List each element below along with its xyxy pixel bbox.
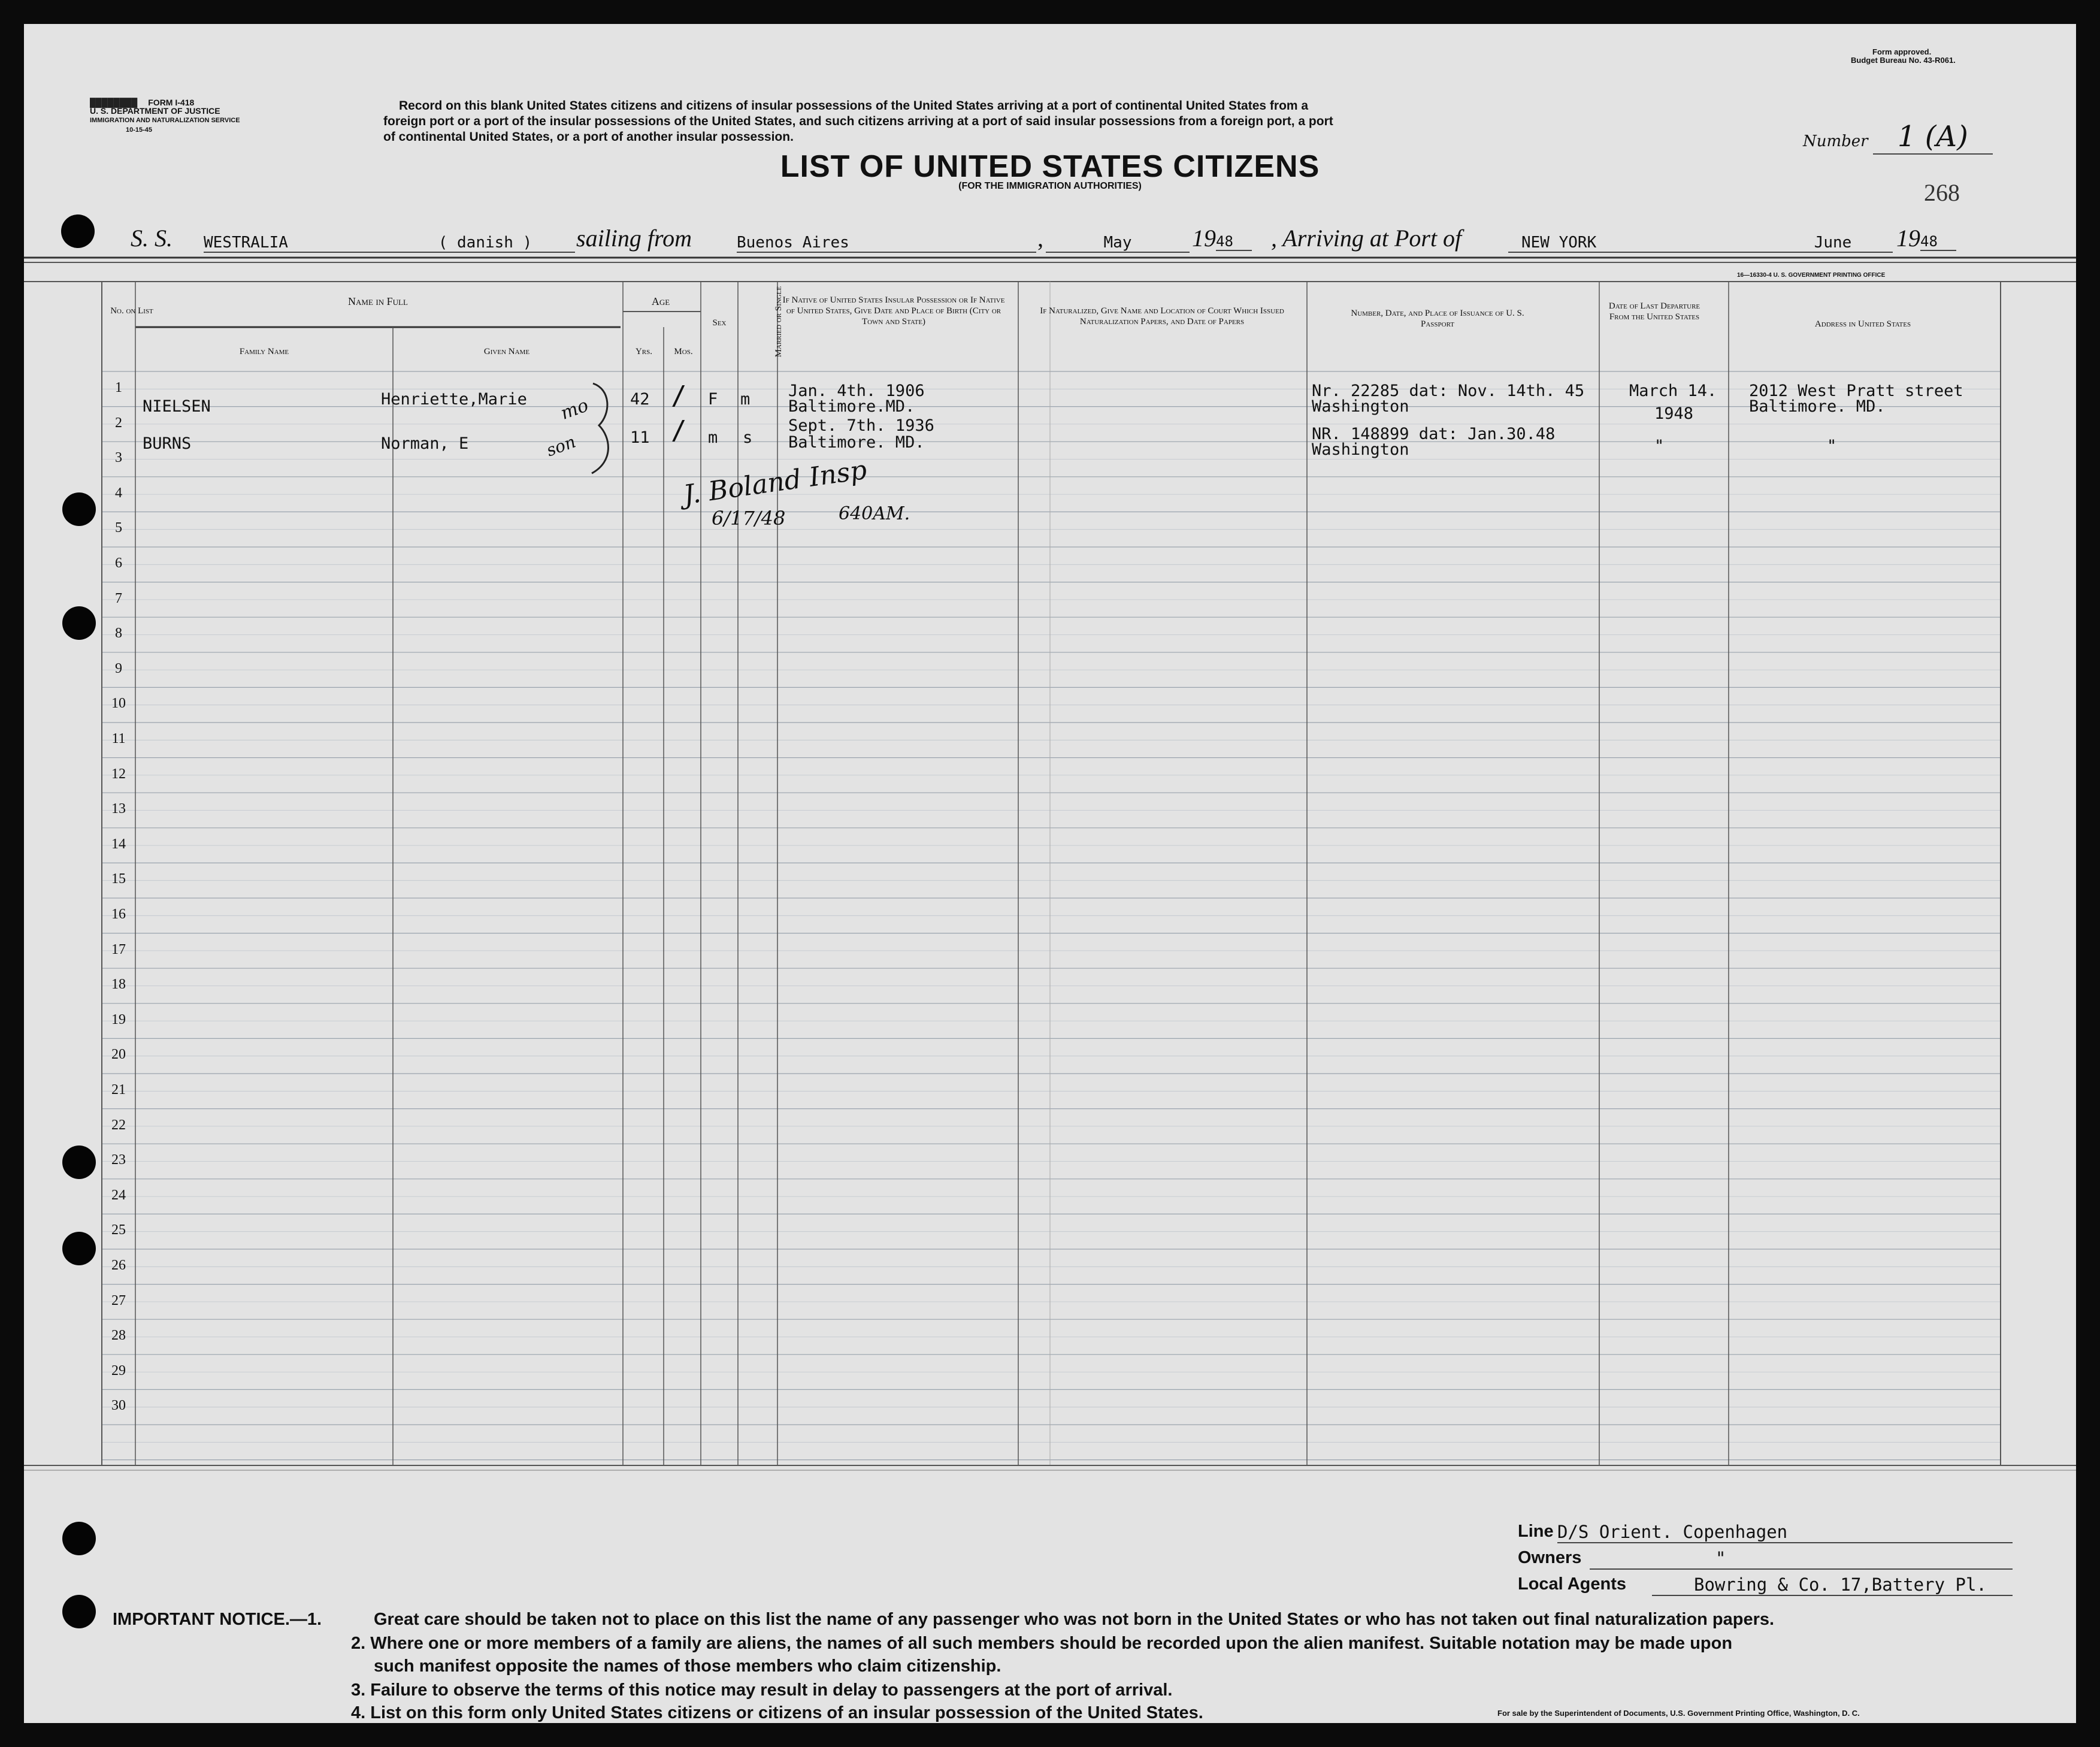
birth-place: Baltimore. MD. [788,433,925,452]
row-number: 13 [111,801,126,817]
arrival-month: June [1773,234,1893,253]
year-value: 48 [1216,233,1252,251]
inspection-date: 6/17/48 [712,507,786,530]
row-number: 9 [115,660,122,676]
instruction-line: foreign port or a port of the insular possessions of the United States, and such citizens arriving at a port of said insular possessions from a foreign port, a port [383,114,1333,128]
row-number: 22 [111,1117,126,1133]
bracket-mark [587,377,623,479]
instruction-line: Record on this blank United States citizens and citizens of insular possessions of the United States arriving at a port of continental United States from a [399,99,1309,113]
row-number: 3 [115,450,122,466]
given-name: Henriette,Marie [381,390,527,409]
header-no-on-list: No. on List [110,306,153,316]
from-port: Buenos Aires [737,234,1036,253]
row-number: 18 [111,977,126,993]
comma: , [1037,225,1043,252]
arriving-label: , Arriving at Port of [1271,225,1462,252]
notice-heading: IMPORTANT NOTICE.—1. [113,1610,322,1629]
row-number: 26 [111,1258,126,1273]
year-prefix: 19 [1896,225,1920,252]
row-number: 16 [111,906,126,922]
row-number: 29 [111,1362,126,1379]
row-number: 20 [111,1047,126,1063]
owners-label: Owners [1518,1548,1582,1567]
printing-note: For sale by the Superintendent of Documents, U.S. Government Printing Office, Washington, D. C. [1497,1709,1860,1718]
passport-place: Washington [1312,397,1409,416]
redacted-text: ████████ [90,98,138,107]
header-age: Age [651,295,670,307]
row-number: 15 [111,871,126,887]
sailing-month: May [1046,234,1190,253]
ship-name: WESTRALIA [204,234,395,253]
header-native: If Native of United States Insular Possession or If Native of United States, Give Date and Place of Birth (City or Town and State) [782,295,1005,327]
agents-value: Bowring & Co. 17,Battery Pl. [1652,1574,2013,1596]
manifest-table-grid [24,24,2076,1723]
address-city: Baltimore. MD. [1749,397,1886,416]
printer-code: 16—16330-4 U. S. GOVERNMENT PRINTING OFFICE [1737,272,1886,279]
relation-mother: mo [558,395,592,424]
year-prefix: 19 [1192,225,1216,252]
row-number: 11 [111,731,126,746]
header-sex: Sex [712,318,727,328]
sex: m [708,428,718,447]
number-value: 1 (A) [1873,120,1993,155]
row-number: 17 [111,941,126,957]
inspection-time: 640AM. [839,503,910,524]
age-years: 42 [630,390,650,409]
row-number: 28 [111,1328,126,1344]
form-label: FORM I-418 [148,98,195,107]
notice-item: 3. Failure to observe the terms of this notice may result in delay to passengers at the port of arrival. [351,1680,1173,1700]
agency-line: IMMIGRATION AND NATURALIZATION SERVICE [90,117,240,124]
age-months: / [671,380,687,411]
row-number: 24 [111,1187,126,1203]
page-title: LIST OF UNITED STATES CITIZENS [780,149,1320,184]
row-number: 30 [111,1398,126,1414]
relation-son: son [543,431,579,461]
departure-date: " [1654,437,1665,455]
manifest-sheet [24,24,2076,1723]
marital-status: s [743,428,753,447]
departure-year: 1948 [1654,404,1694,423]
family-name: BURNS [143,434,192,453]
row-number: 6 [115,555,122,571]
ss-label: S. S. [131,225,173,252]
number-label: Number [1803,132,1868,150]
passport-number: Nr. 22285 dat: Nov. 14th. 45 [1312,382,1585,400]
row-number: 21 [111,1082,126,1098]
arrival-port: NEW YORK [1508,234,1773,253]
passport-number: NR. 148899 dat: Jan.30.48 [1312,425,1556,443]
address-street: 2012 West Pratt street [1749,382,1963,400]
page-number: 268 [1924,179,1960,206]
birth-date: Jan. 4th. 1906 [788,382,925,400]
instruction-line: of continental United States, or a port of another insular possession. [383,130,794,144]
ship-flag: ( danish ) [395,234,575,253]
notice-item: 4. List on this form only United States citizens or citizens of an insular possession of the United States. [351,1703,1203,1722]
sailing-label: sailing from [576,225,692,252]
agency-line: U. S. DEPARTMENT OF JUSTICE [90,106,220,116]
line-label: Line [1518,1522,1554,1541]
sex: F [708,390,718,409]
row-number: 2 [115,415,122,431]
row-number: 8 [115,625,122,642]
agents-label: Local Agents [1518,1574,1627,1594]
notice-item: such manifest opposite the names of those members who claim citizenship. [374,1657,1001,1676]
page-subtitle: (FOR THE IMMIGRATION AUTHORITIES) [958,181,1142,191]
row-number: 5 [115,520,122,536]
header-age-mos: Mos. [674,347,693,356]
address: " [1827,437,1837,455]
given-name: Norman, E [381,434,469,453]
header-naturalized: If Naturalized, Give Name and Location of Court Which Issued Naturalization Papers, and Date of Papers [1040,306,1284,327]
row-number: 19 [111,1011,126,1027]
header-name-in-full: Name in Full [348,295,408,307]
row-number: 12 [111,766,126,782]
header-passport: Number, Date, and Place of Issuance of U. S. Passport [1351,309,1524,329]
row-number: 10 [111,696,126,712]
header-married: Married or Single [774,286,783,358]
row-number: 14 [111,836,126,852]
row-number: 7 [115,590,122,606]
header-departure: Date of Last Departure From the United States [1608,301,1700,322]
passport-place: Washington [1312,440,1409,459]
row-number: 4 [115,485,122,501]
marital-status: m [740,390,751,409]
age-years: 11 [630,428,650,447]
notice-item: Great care should be taken not to place on this list the name of any passenger who was not born in the United States or who has not taken out final naturalization papers. [374,1610,1775,1629]
row-number: 23 [111,1152,126,1168]
approval-line: Budget Bureau No. 43-R061. [1851,56,1956,65]
birth-place: Baltimore.MD. [788,397,915,416]
header-age-yrs: Yrs. [635,347,653,356]
row-number: 1 [115,380,122,395]
birth-date: Sept. 7th. 1936 [788,416,934,435]
departure-date: March 14. [1629,382,1717,400]
age-months: / [671,415,687,446]
approval-line: Form approved. [1872,47,1932,56]
header-given-name: Given Name [483,347,530,356]
inspector-signature: J. Boland Insp [681,454,869,511]
year-value: 48 [1920,233,1956,251]
agency-line: 10-15-45 [126,126,153,134]
row-number: 25 [111,1222,126,1238]
header-address: Address in United States [1814,319,1911,329]
row-number: 27 [111,1292,126,1308]
owners-value: " [1590,1548,2013,1570]
family-name: NIELSEN [143,397,211,416]
line-value: D/S Orient. Copenhagen [1557,1522,2013,1543]
header-family-name: Family Name [239,347,289,356]
notice-item: 2. Where one or more members of a family are aliens, the names of all such members should be recorded upon the alien manifest. Suitable notation may be made upon [351,1634,1733,1653]
